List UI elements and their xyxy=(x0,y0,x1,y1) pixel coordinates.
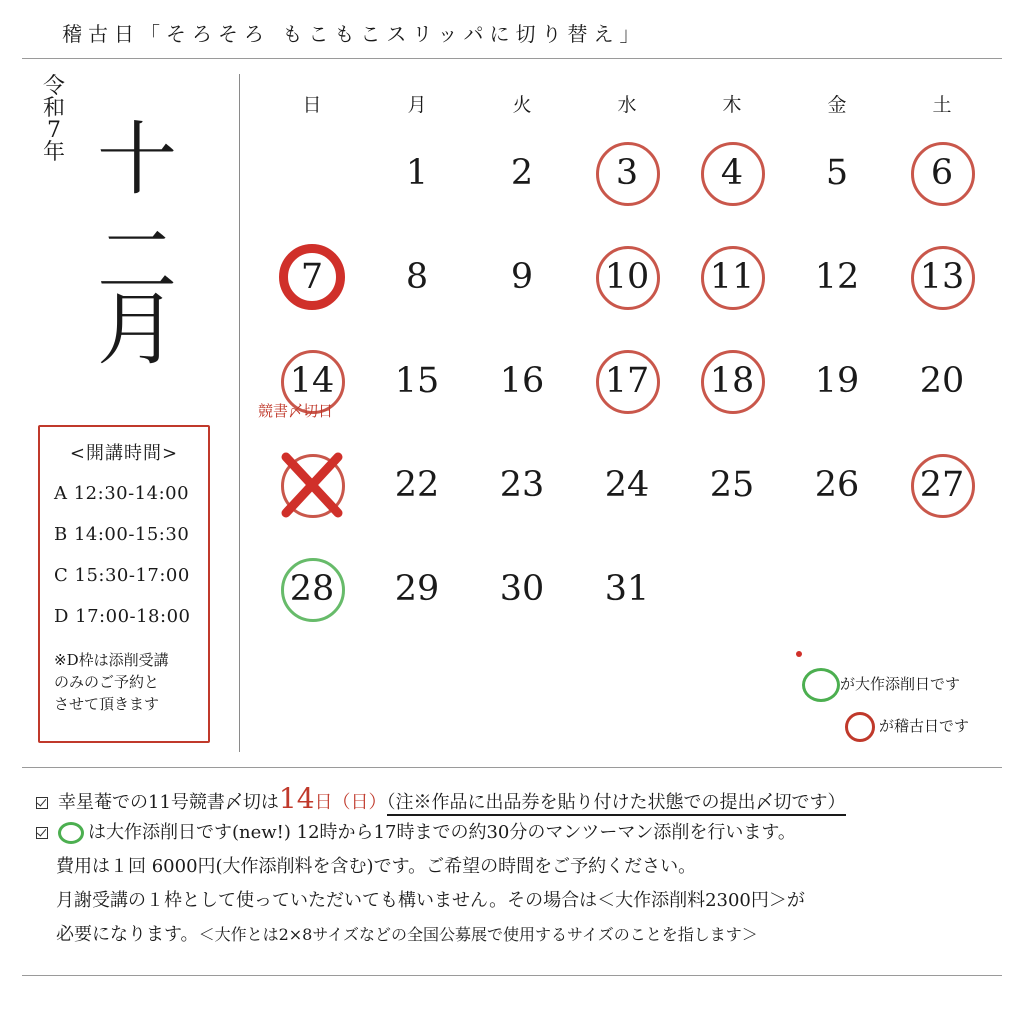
lesson-hours-title: <開講時間> xyxy=(69,443,179,464)
day-number: 16 xyxy=(499,361,545,401)
day-number: 11 xyxy=(709,257,755,297)
legend-green xyxy=(802,668,960,702)
day-number: 2 xyxy=(510,153,534,193)
day-number: 8 xyxy=(405,257,429,297)
calendar-day xyxy=(272,549,352,629)
era-char: 和 xyxy=(42,96,65,121)
cross-icon xyxy=(272,445,352,525)
legend-green-text: が大作添削日です xyxy=(840,675,961,693)
day-number: 20 xyxy=(919,361,965,401)
month-char-2: 二 xyxy=(97,215,177,308)
note-large-work xyxy=(36,818,796,844)
red-dot xyxy=(796,651,802,657)
note-monthly: 月謝受講の１枠として使っていただいても構いません。その場合は＜大作添削料2300円＞が xyxy=(56,890,805,911)
calendar-day xyxy=(482,549,562,629)
calendar-day xyxy=(692,445,772,525)
deadline-weekday: 日（日） xyxy=(314,792,387,813)
calendar-day xyxy=(692,237,772,317)
note-deadline xyxy=(36,782,846,815)
checkbox-icon xyxy=(36,797,48,809)
green-circle-icon xyxy=(802,668,840,702)
lesson-hours-note xyxy=(54,649,169,715)
day-number: 7 xyxy=(300,257,324,297)
month-char-1: 十 xyxy=(97,113,177,206)
day-number: 19 xyxy=(814,361,860,401)
lesson-slot-b: B 14:00-15:30 xyxy=(54,524,190,545)
calendar-day xyxy=(377,445,457,525)
note-text: 幸星菴での11号競書〆切は xyxy=(58,792,279,813)
calendar-day xyxy=(272,237,352,317)
weekday-label: 日 xyxy=(302,94,322,116)
calendar-day xyxy=(587,341,667,421)
legend-red xyxy=(845,712,969,742)
day-number: 23 xyxy=(499,465,545,505)
weekday-label: 火 xyxy=(512,94,532,116)
day-number: 29 xyxy=(394,569,440,609)
day-number: 1 xyxy=(405,153,429,193)
day-number: 4 xyxy=(720,153,744,193)
day-number: 30 xyxy=(499,569,545,609)
lesson-slot-c: C 15:30-17:00 xyxy=(54,565,190,586)
note-line: ※D枠は添削受講 xyxy=(54,651,169,669)
deadline-label: 競書〆切日 xyxy=(258,402,334,420)
weekday-label: 木 xyxy=(722,94,742,116)
day-number: 31 xyxy=(604,569,650,609)
day-number: 26 xyxy=(814,465,860,505)
calendar-day xyxy=(272,445,352,525)
day-number: 28 xyxy=(289,569,335,609)
calendar-day xyxy=(587,133,667,213)
note-fee: 費用は１回 6000円(大作添削料を含む)です。ご希望の時間をご予約ください。 xyxy=(56,856,697,877)
weekday-label: 月 xyxy=(407,94,427,116)
day-number: 15 xyxy=(394,361,440,401)
day-number: 13 xyxy=(919,257,965,297)
calendar-day xyxy=(797,133,877,213)
calendar-day xyxy=(902,341,982,421)
day-number: 3 xyxy=(615,153,639,193)
day-number: 22 xyxy=(394,465,440,505)
calendar-day xyxy=(797,237,877,317)
lesson-slot-a: A 12:30-14:00 xyxy=(54,483,190,504)
day-number: 6 xyxy=(930,153,954,193)
note-text: 必要になります。 xyxy=(56,924,199,945)
red-circle-icon xyxy=(845,712,875,742)
deadline-day: 14 xyxy=(278,782,315,815)
calendar-day xyxy=(377,237,457,317)
lesson-slot-d: D 17:00-18:00 xyxy=(54,606,191,627)
day-number: 12 xyxy=(814,257,860,297)
deadline-caution: （注※作品に出品券を貼り付けた状態での提出〆切です） xyxy=(387,792,846,816)
note-line: させて頂きます xyxy=(54,695,160,713)
checkbox-icon xyxy=(36,827,48,839)
calendar-day xyxy=(482,341,562,421)
calendar-day xyxy=(377,133,457,213)
calendar-day xyxy=(377,341,457,421)
calendar-day xyxy=(902,133,982,213)
era-char: 7 xyxy=(47,118,61,143)
lesson-hours-box xyxy=(38,425,210,743)
notes-top-divider xyxy=(22,767,1002,768)
bottom-divider xyxy=(22,975,1002,976)
green-circle-icon xyxy=(58,822,84,844)
day-number: 9 xyxy=(510,257,534,297)
calendar-day xyxy=(587,237,667,317)
day-number: 24 xyxy=(604,465,650,505)
note-text: は大作添削日です(new!) 12時から17時までの約30分のマンツーマン添削を行います。 xyxy=(88,822,796,843)
day-number: 18 xyxy=(709,361,755,401)
weekday-label: 金 xyxy=(827,94,847,116)
calendar-day xyxy=(902,445,982,525)
weekday-label: 水 xyxy=(617,94,637,116)
era-char: 年 xyxy=(42,140,65,165)
era-char: 令 xyxy=(42,74,65,99)
day-number: 14 xyxy=(289,361,335,401)
calendar-day xyxy=(482,133,562,213)
column-divider xyxy=(239,74,240,752)
calendar-day xyxy=(587,445,667,525)
note-line: のみのご予約と xyxy=(54,673,160,691)
note-required xyxy=(56,920,758,946)
calendar-day xyxy=(692,341,772,421)
calendar-day xyxy=(272,133,352,213)
calendar-day xyxy=(587,549,667,629)
calendar-day xyxy=(482,237,562,317)
calendar-day xyxy=(692,133,772,213)
day-number: 25 xyxy=(709,465,755,505)
day-number: 10 xyxy=(604,257,650,297)
legend-red-text: が稽古日です xyxy=(879,717,970,735)
era-label xyxy=(40,76,68,164)
calendar-day xyxy=(377,549,457,629)
calendar-day xyxy=(482,445,562,525)
page-title: 稽古日「そろそろ もこもこスリッパに切り替え」 xyxy=(62,22,646,46)
day-number: 17 xyxy=(604,361,650,401)
month-char-3: 月 xyxy=(97,283,177,376)
note-size-definition: ＜大作とは2×8サイズなどの全国公募展で使用するサイズのことを指します＞ xyxy=(198,925,758,944)
calendar-day xyxy=(797,445,877,525)
calendar-day xyxy=(797,341,877,421)
day-number: 27 xyxy=(919,465,965,505)
day-number: 5 xyxy=(825,153,849,193)
header-divider xyxy=(22,58,1002,59)
calendar-day xyxy=(902,237,982,317)
weekday-label: 土 xyxy=(932,94,952,116)
